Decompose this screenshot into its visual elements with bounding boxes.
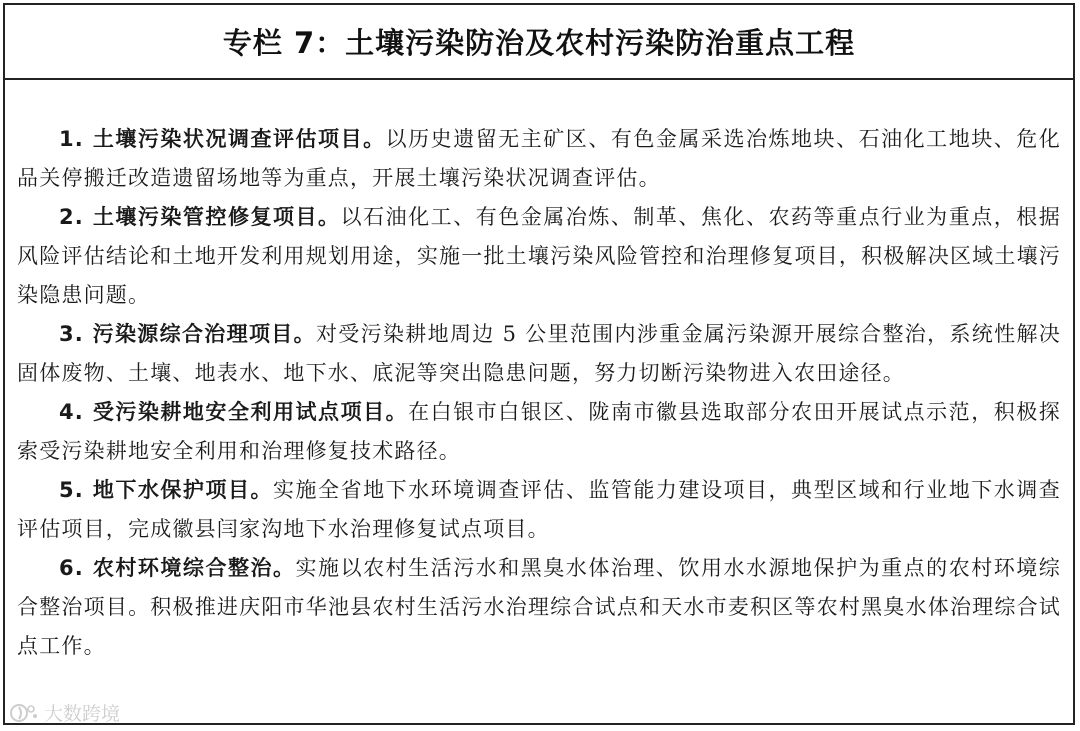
page-title: 专栏 7：土壤污染防治及农村污染防治重点工程 [222,26,856,60]
content-body [5,80,1073,666]
watermark [10,699,120,726]
project-item-4-lead: 4. 受污染耕地安全利用试点项目。 [59,400,409,424]
project-item-2-lead: 2. 土壤污染管控修复项目。 [59,205,341,229]
watermark-text: 大数跨境 [44,703,121,725]
project-item-2-text: 以石油化工、有色金属冶炼、制革、焦化、农药等重点行业为重点，根据风险评估结论和土地开发利用规划用途，实施一批土壤污染风险管控和治理修复项目，积极解决区域土壤污染隐患问题。 [17,205,1061,307]
brand-logo-icon [10,702,38,724]
project-item-1-text: 以历史遗留无主矿区、有色金属采选冶炼地块、石油化工地块、危化品关停搬迁改造遗留场地等为重点，开展土壤污染状况调查评估。 [17,127,1061,190]
project-item-6 [17,549,1061,666]
project-item-5 [17,471,1061,549]
column-box [3,3,1075,725]
project-item-2 [17,198,1061,315]
project-item-4 [17,393,1061,471]
project-item-5-text: 实施全省地下水环境调查评估、监管能力建设项目，典型区域和行业地下水调查评估项目，完成徽县闫家沟地下水治理修复试点项目。 [17,478,1061,541]
project-item-5-lead: 5. 地下水保护项目。 [59,478,274,502]
project-item-1 [17,120,1061,198]
project-item-3 [17,315,1061,393]
title-row [5,5,1073,80]
project-item-3-text: 对受污染耕地周边 5 公里范围内涉重金属污染源开展综合整治，系统性解决固体废物、土壤、地表水、地下水、底泥等突出隐患问题，努力切断污染物进入农田途径。 [17,322,1061,385]
project-item-6-lead: 6. 农村环境综合整治。 [59,556,296,580]
project-item-6-text: 实施以农村生活污水和黑臭水体治理、饮用水水源地保护为重点的农村环境综合整治项目。积极推进庆阳市华池县农村生活污水治理综合试点和天水市麦积区等农村黑臭水体治理综合试点工作。 [17,556,1061,658]
project-item-1-lead: 1. 土壤污染状况调查评估项目。 [59,127,386,151]
project-item-4-text: 在白银市白银区、陇南市徽县选取部分农田开展试点示范，积极探索受污染耕地安全利用和治理修复技术路径。 [17,400,1061,463]
project-item-3-lead: 3. 污染源综合治理项目。 [59,322,316,346]
